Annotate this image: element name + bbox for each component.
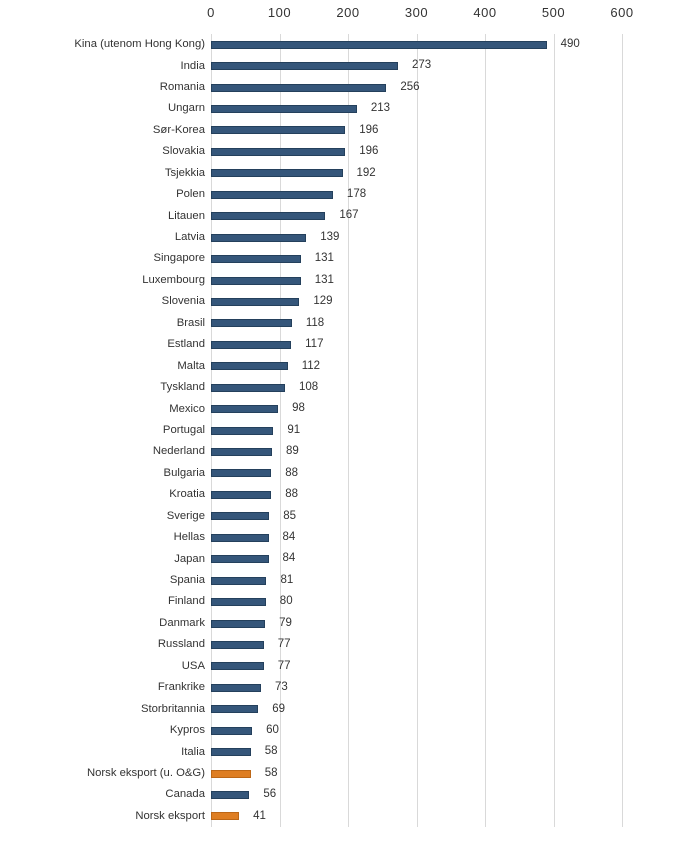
category-label: Storbritannia	[140, 702, 205, 715]
plot-area	[211, 34, 661, 827]
bar-rows	[211, 34, 661, 827]
value-label: 80	[279, 595, 293, 608]
value-label: 196	[359, 123, 379, 136]
value-label: 256	[400, 80, 420, 93]
bar-row	[211, 377, 661, 398]
category-label: Mexico	[169, 402, 205, 415]
category-label: Italia	[181, 745, 205, 758]
bar	[211, 491, 271, 499]
bar	[211, 384, 285, 392]
value-label: 84	[282, 531, 296, 544]
value-label: 131	[314, 252, 334, 265]
category-label: Brasil	[176, 316, 205, 329]
value-label: 273	[412, 59, 432, 72]
bar-row	[211, 806, 661, 827]
bar	[211, 577, 266, 585]
bar	[211, 362, 288, 370]
bar-row	[211, 741, 661, 762]
value-label: 98	[292, 402, 305, 415]
bar-row	[211, 291, 661, 312]
value-label: 58	[264, 745, 278, 758]
category-label: USA	[181, 659, 205, 672]
category-label: Norsk eksport (u. O&G)	[86, 766, 205, 779]
bar	[211, 341, 291, 349]
bar	[211, 427, 273, 435]
x-axis	[207, 5, 661, 25]
value-label: 108	[298, 380, 319, 393]
bar-row	[211, 34, 661, 55]
category-label: Norsk eksport	[135, 809, 205, 822]
bar	[211, 641, 264, 649]
bar	[211, 41, 547, 49]
x-axis-tick-label: 100	[267, 5, 292, 20]
bar	[211, 234, 306, 242]
value-label: 112	[301, 359, 321, 372]
category-label: Kina (utenom Hong Kong)	[74, 38, 205, 51]
bar-row	[211, 334, 661, 355]
bar-row	[211, 77, 661, 98]
bar-row	[211, 206, 661, 227]
x-axis-tick-label: 200	[336, 5, 360, 20]
value-label: 139	[320, 230, 340, 243]
value-label: 60	[266, 723, 279, 736]
value-label: 85	[283, 509, 297, 522]
bar	[211, 169, 343, 177]
bar	[211, 598, 266, 606]
bar-row	[211, 227, 661, 248]
category-label: Singapore	[153, 252, 205, 265]
value-label: 213	[370, 102, 391, 115]
bar-row	[211, 184, 661, 205]
value-label: 118	[305, 316, 325, 329]
value-label: 77	[277, 638, 291, 651]
bar-row	[211, 527, 661, 548]
bar	[211, 662, 264, 670]
value-label: 84	[282, 552, 296, 565]
category-label: Litauen	[167, 209, 205, 222]
category-label: Russland	[157, 638, 205, 651]
bar	[211, 105, 357, 113]
category-label: Danmark	[159, 616, 205, 629]
bar	[211, 191, 333, 199]
bar-row	[211, 55, 661, 76]
bar	[211, 812, 239, 820]
bar-row	[211, 441, 661, 462]
category-label: Hellas	[173, 531, 205, 544]
bar-row	[211, 784, 661, 805]
value-label: 192	[356, 166, 376, 179]
bar-row	[211, 484, 661, 505]
bar-row	[211, 463, 661, 484]
bar	[211, 469, 271, 477]
bar	[211, 212, 325, 220]
category-label: Kypros	[169, 724, 205, 737]
category-label: Canada	[165, 788, 205, 801]
category-label: Finland	[167, 595, 205, 608]
bar-row	[211, 270, 661, 291]
bar	[211, 534, 269, 542]
bar-row	[211, 763, 661, 784]
bar-row	[211, 313, 661, 334]
bar	[211, 298, 299, 306]
bar-row	[211, 570, 661, 591]
bar-row	[211, 163, 661, 184]
bar-row	[211, 720, 661, 741]
bar	[211, 620, 265, 628]
bar	[211, 84, 386, 92]
category-label: Spania	[169, 574, 205, 586]
value-label: 41	[253, 809, 266, 822]
bar	[211, 748, 251, 756]
value-label: 131	[314, 273, 334, 286]
value-label: 490	[560, 37, 580, 50]
bar-row	[211, 613, 661, 634]
category-label: Nederland	[152, 445, 205, 458]
category-label: Latvia	[174, 231, 205, 243]
bar	[211, 684, 261, 692]
value-label: 167	[339, 209, 359, 222]
value-label: 58	[264, 766, 278, 779]
value-label: 56	[263, 788, 277, 801]
bar-row	[211, 506, 661, 527]
bar-row	[211, 549, 661, 570]
value-label: 88	[285, 466, 299, 479]
value-label: 117	[305, 338, 324, 351]
category-label: Japan	[174, 552, 205, 565]
value-label: 79	[279, 616, 292, 629]
x-axis-tick-label: 0	[207, 5, 215, 20]
bar-row	[211, 398, 661, 419]
bar-row	[211, 141, 661, 162]
category-label: Sør-Korea	[152, 123, 205, 136]
category-label: Estland	[167, 338, 205, 351]
bar	[211, 148, 345, 156]
bar	[211, 448, 272, 456]
bar	[211, 255, 301, 263]
category-label: Ungarn	[167, 102, 205, 115]
bar-row	[211, 591, 661, 612]
value-label: 88	[285, 488, 299, 501]
category-label: Polen	[176, 188, 205, 201]
category-label: Slovakia	[162, 145, 205, 158]
bar	[211, 319, 292, 327]
value-label: 77	[277, 659, 291, 672]
bar	[211, 62, 398, 70]
bar	[211, 770, 251, 778]
value-label: 129	[313, 295, 333, 308]
bar-row	[211, 677, 661, 698]
bar	[211, 555, 269, 563]
category-label: Sverige	[166, 509, 205, 522]
bar	[211, 705, 258, 713]
y-axis-category-labels	[0, 34, 205, 827]
bar-row	[211, 248, 661, 269]
bar	[211, 126, 345, 134]
category-label: Slovenia	[161, 295, 205, 308]
category-label: Portugal	[162, 423, 205, 436]
bar-row	[211, 98, 661, 119]
value-label: 91	[287, 423, 301, 436]
x-axis-tick-label: 600	[610, 5, 634, 20]
bar-row	[211, 634, 661, 655]
category-label: Romania	[159, 80, 205, 93]
bar	[211, 512, 269, 520]
value-label: 89	[285, 445, 299, 458]
value-label: 73	[275, 681, 288, 694]
bar-row	[211, 356, 661, 377]
category-label: Kroatia	[169, 488, 205, 501]
x-axis-tick-label: 300	[404, 5, 429, 20]
bar	[211, 405, 278, 413]
value-label: 196	[359, 145, 379, 158]
bar	[211, 791, 249, 799]
bar-row	[211, 699, 661, 720]
category-label: Frankrike	[157, 681, 205, 694]
bar-row	[211, 656, 661, 677]
value-label: 178	[346, 188, 367, 201]
category-label: Malta	[177, 359, 205, 372]
x-axis-tick-label: 400	[473, 5, 497, 20]
bar-row	[211, 120, 661, 141]
value-label: 69	[272, 702, 286, 715]
bar	[211, 727, 252, 735]
category-label: Tyskland	[160, 381, 205, 394]
x-axis-tick-label: 500	[541, 5, 566, 20]
category-label: India	[180, 59, 205, 72]
bar	[211, 277, 301, 285]
category-label: Bulgaria	[163, 466, 205, 479]
value-label: 81	[280, 573, 294, 586]
bar-row	[211, 420, 661, 441]
category-label: Luxembourg	[142, 273, 205, 286]
category-label: Tsjekkia	[164, 166, 205, 179]
